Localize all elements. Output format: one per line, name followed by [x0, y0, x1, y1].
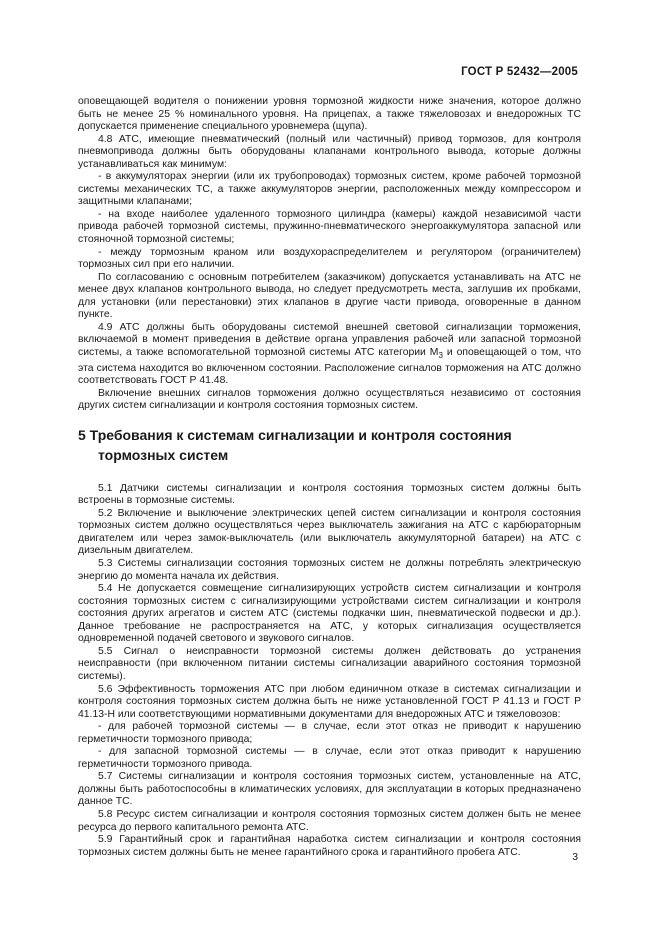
paragraph: - для запасной тормозной системы — в случае, если этот отказ приводит к нарушению герметичности тормозного привода. — [78, 746, 581, 770]
section-4-continuation — [78, 96, 581, 322]
page-number: 3 — [572, 852, 578, 863]
paragraph: 4.8 АТС, имеющие пневматический (полный или частичный) привод тормозов, для контроля пневмопривода должны быть оборудованы клапанами контрольного вывода, которые должны устанавливаться как минимум: — [78, 133, 581, 170]
paragraph: 5.4 Не допускается совмещение сигнализирующих устройств систем сигнализации и контроля состояния тормозных систем с сигнализирующими устройствами систем сигнализации и контроля состояния других агрегатов и систем АТС (системы подкачки шин, пневматической подвески и др.). Данное требование не распространяется на АТС, у которых сигнализация осуществляется одновременной подачей светового и звукового сигналов. — [78, 583, 581, 645]
paragraph: 5.1 Датчики системы сигнализации и контроля состояния тормозных систем должны быть встроены в тормозные системы. — [78, 482, 581, 507]
paragraph: - между тормозным краном или воздухораспределителем и регулятором (ограничителем) тормозных сил при его наличии. — [78, 246, 581, 271]
section-5-heading — [78, 425, 581, 465]
standard-designation: ГОСТ Р 52432—2005 — [461, 66, 578, 78]
section-4-closing — [78, 388, 581, 413]
category-subscript: 3 — [438, 351, 443, 361]
section-5-body — [78, 483, 581, 859]
document-body — [78, 96, 581, 859]
paragraph: оповещающей водителя о понижении уровня тормозной жидкости ниже значения, которое должно быть не менее 25 % номинального уровня. На прицепах, а также тяжеловозах и внедорожных ТС допускается применение специального уровнемера (щупа). — [78, 96, 581, 133]
paragraph: 5.2 Включение и выключение электрических цепей систем сигнализации и контроля состояния тормозных систем должно осуществляться через выключатель зажигания на АТС с карбюраторным двигателем или через замок-выключатель (или выключатель аккумуляторной батареи) на АТС с дизельным двигателем. — [78, 507, 581, 557]
paragraph: - на входе наиболее удаленного тормозного цилиндра (камеры) каждой независимой части привода рабочей тормозной системы, пружинно-пневматического энергоаккумулятора запасной или стояночной тормозной системы; — [78, 208, 581, 246]
paragraph: - в аккумуляторах энергии (или их трубопроводах) тормозных систем, кроме рабочей тормозной системы механических ТС, а также аккумуляторов энергии, расположенных между компрессором и защитными клапанами; — [78, 171, 581, 208]
paragraph: 5.7 Системы сигнализации и контроля состояния тормозных систем, установленные на АТС, должны быть работоспособны в климатических условиях, для эксплуатации в которых предназначено данное ТС. — [78, 771, 581, 808]
paragraph: 5.6 Эффективность торможения АТС при любом единичном отказе в системах сигнализации и контроля состояния тормозных систем должна быть не ниже установленной ГОСТ Р 41.13 и ГОСТ Р 41.13-Н или соответствующими нормативными документами для внедорожных АТС и тяжеловозов: — [78, 683, 581, 720]
paragraph: 5.8 Ресурс систем сигнализации и контроля состояния тормозных систем должен быть не менее ресурса до первого капитального ремонта АТС. — [78, 808, 581, 833]
paragraph: Включение внешних сигналов торможения должно осуществляться независимо от состояния других систем сигнализации и контроля состояния тормозных систем. — [78, 387, 581, 412]
section-5-heading-line2: тормозных систем — [98, 446, 229, 463]
paragraph-4-9: 4.9 АТС должны быть оборудованы системой внешней световой сигнализации торможения, включаемой в момент приведения в действие органа управления рабочей или запасной тормозной системы, а также вспомогательной тормозной системы АТС категории $M_3$ и оповещающей о том, что эта система находится во включенном состоянии. Расположение сигналов торможения на АТС должно соответствовать ГОСТ Р 41.48. — [78, 321, 581, 387]
paragraph: 5.9 Гарантийный срок и гарантийная наработка систем сигнализации и контроля состояния тормозных систем должны быть не менее гарантийного срока и гарантийного пробега АТС. — [78, 834, 581, 858]
paragraph: - для рабочей тормозной системы — в случае, если этот отказ не приводит к нарушению герметичности тормозного привода; — [78, 721, 581, 745]
paragraph: 5.5 Сигнал о неисправности тормозной системы должен действовать до устранения неисправности (при включенном питании системы сигнализации аварийного состояния тормозной системы). — [78, 645, 581, 682]
paragraph: По согласованию с основным потребителем (заказчиком) допускается устанавливать на АТС не менее двух клапанов контрольного вывода, но следует предусмотреть места, заглушив их пробками, для установки (или перестановки) этих клапанов в другие части привода, оговоренные в данном пункте. — [78, 271, 581, 321]
section-5-heading-line1: 5 Требования к системам сигнализации и контроля состояния — [78, 426, 512, 443]
paragraph: 5.3 Системы сигнализации состояния тормозных систем не должны потреблять электрическую энергию до момента начала их действия. — [78, 558, 581, 582]
